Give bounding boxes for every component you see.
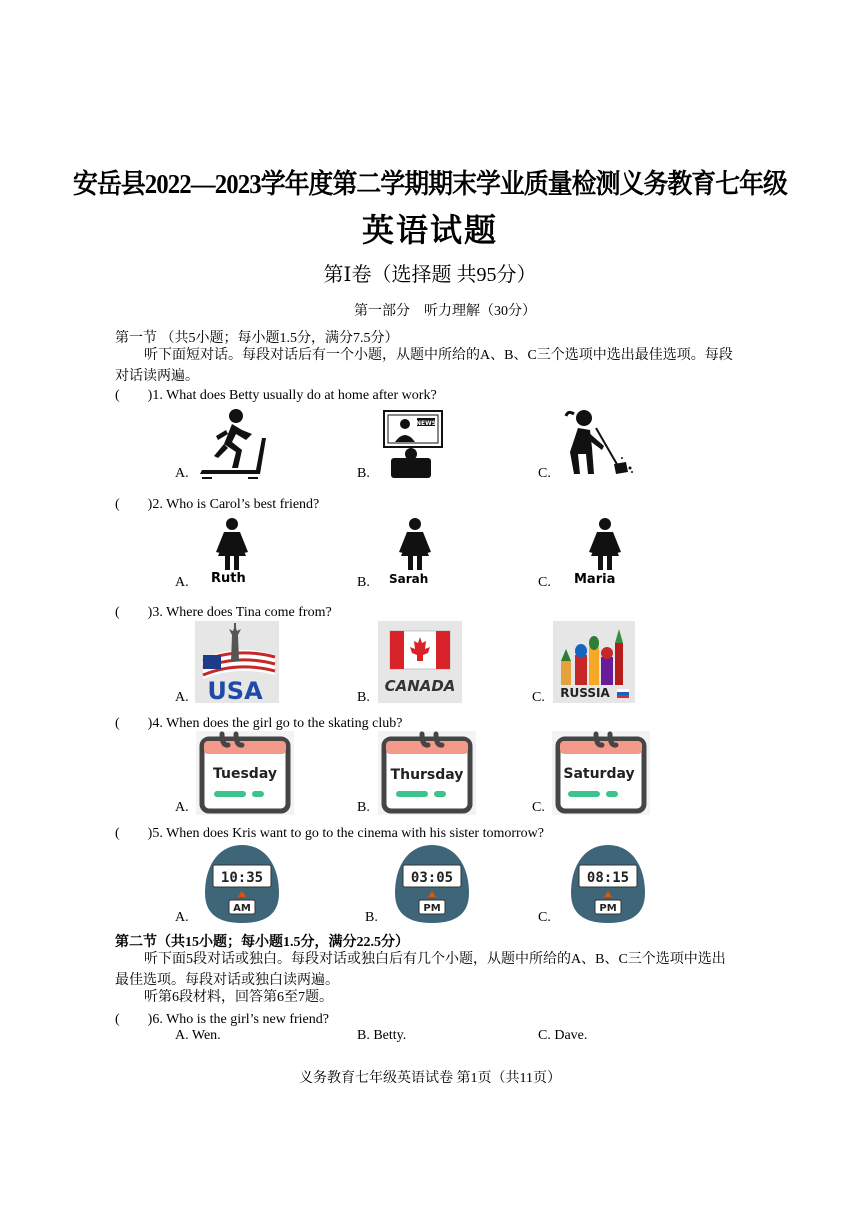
q1-option-c-label: C. [538, 466, 551, 481]
q1-option-b-label: B. [357, 466, 370, 481]
canada-flag-icon [378, 621, 462, 703]
question-5-stem: ( )5. When does Kris want to go to the cinema with his sister tomorrow? [115, 826, 544, 841]
q5-option-c-label: C. [538, 910, 551, 925]
question-3-stem: ( )3. Where does Tina come from? [115, 605, 332, 620]
q2-option-c-label: C. [538, 575, 551, 590]
material-6-note: 听第6段材料，回答第6至7题。 [144, 990, 333, 1005]
country-label-russia: RUSSIA [560, 686, 610, 700]
exam-subject: 英语试题 [361, 212, 498, 248]
q2-option-b-label: B. [357, 575, 370, 590]
q4-option-a-label: A. [175, 800, 189, 815]
q3-option-c-label: C. [532, 690, 545, 705]
question-6-stem: ( )6. Who is the girl’s new friend? [115, 1012, 329, 1027]
day-label-tuesday: Tuesday [213, 766, 277, 782]
part-heading: 第一部分 听力理解（30分） [354, 304, 536, 319]
q6-option-a: A. Wen. [175, 1028, 221, 1043]
question-4-stem: ( )4. When does the girl go to the skating club? [115, 716, 403, 731]
clock-period-b: PM [423, 903, 441, 914]
day-label-thursday: Thursday [390, 767, 464, 783]
digital-clock-icon [569, 843, 647, 925]
q5-option-b-label: B. [365, 910, 378, 925]
usa-flag-statue-icon [195, 621, 279, 703]
friend-name-sarah: Sarah [389, 572, 429, 586]
woman-icon [585, 518, 625, 570]
q3-option-a-label: A. [175, 690, 189, 705]
day-label-saturday: Saturday [563, 766, 635, 782]
clock-time-c: 08:15 [586, 870, 630, 886]
treadmill-runner-icon [196, 408, 268, 480]
q6-option-b: B. Betty. [357, 1028, 407, 1043]
section1-title: 第一节 （共5小题；每小题1.5分，满分7.5分） [115, 331, 399, 346]
volume-heading: 第Ⅰ卷（选择题 共95分） [323, 264, 537, 286]
q4-option-c-label: C. [532, 800, 545, 815]
question-2-stem: ( )2. Who is Carol’s best friend? [115, 497, 320, 512]
russia-kremlin-icon [553, 621, 635, 703]
clock-time-a: 10:35 [220, 870, 264, 886]
question-1-stem: ( )1. What does Betty usually do at home after work? [115, 388, 437, 403]
calendar-thursday-icon [378, 731, 476, 815]
country-label-usa: USA [207, 677, 263, 703]
woman-icon [212, 518, 252, 570]
woman-icon [395, 518, 435, 570]
digital-clock-icon [393, 843, 471, 925]
clock-period-c: PM [599, 903, 617, 914]
q4-option-b-label: B. [357, 800, 370, 815]
clock-period-a: AM [233, 903, 251, 914]
friend-name-maria: Maria [574, 572, 616, 587]
q3-option-b-label: B. [357, 690, 370, 705]
svg-text:NEWS: NEWS [415, 420, 437, 427]
sweeping-person-icon [560, 408, 636, 478]
q6-option-c: C. Dave. [538, 1028, 588, 1043]
digital-clock-icon [203, 843, 281, 925]
q5-option-a-label: A. [175, 910, 189, 925]
section2-title: 第二节（共15小题；每小题1.5分，满分22.5分） [115, 935, 409, 950]
news-tv-icon [383, 410, 443, 480]
calendar-tuesday-icon [196, 731, 294, 815]
q1-option-a-label: A. [175, 466, 189, 481]
clock-time-b: 03:05 [410, 870, 454, 886]
section2-instructions: 听下面5段对话或独白。每段对话或独白后有几个小题，从题中所给的A、B、C三个选项中选出最佳选项。每段对话或独白读两遍。 [115, 952, 726, 988]
friend-name-ruth: Ruth [211, 571, 246, 586]
q2-option-a-label: A. [175, 575, 189, 590]
calendar-saturday-icon [552, 731, 650, 815]
section1-instructions: 听下面短对话。每段对话后有一个小题，从题中所给的A、B、C三个选项中选出最佳选项。每段对话读两遍。 [115, 348, 733, 384]
page-footer: 义务教育七年级英语试卷 第1页（共11页） [299, 1071, 561, 1086]
exam-title: 安岳县2022—2023学年度第二学期期末学业质量检测义务教育七年级 [73, 169, 787, 199]
country-label-canada: CANADA [384, 677, 456, 695]
